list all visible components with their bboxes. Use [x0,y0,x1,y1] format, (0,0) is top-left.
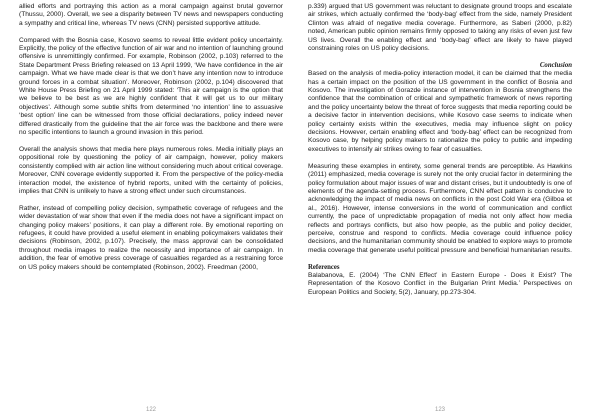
paragraph: Based on the analysis of media-policy interaction model, it can be claimed that the media has a certain impact on the position of the US government in the conflict of Bosnia and Kosovo. The investigation of Gorazde instance of intervention in Bosnia strengthens the confidence that the combination of critical and sympathetic framework of news reporting and the policy uncertainty below the threat of force suggests that media reporting could be a decisive factor in intervention decisions, while Kosovo case seems to indicate when policy certainty exists within the executives, media may influence slight on policy decisions. However, certain enabling effect and ‘body-bag’ effect can be recognized from Kosovo case, by helping policy makers to rationalize the policy to public and impeding executives to intensify air strikes owing to fear of casualties. [308,70,572,153]
paragraph: Compared with the Bosnia case, Kosovo seems to reveal little evident policy uncertainty. Explicitly, the policy of the effective function of air war and no intention of launching ground offensive is unremittingly confirmed. For example, Robinson (2002, p.103) referred to the State Department Press Briefing released on 13 April 1999, ‘We have confidence in the air campaign. What we have made clear is that we don’t have any intention now to introduce ground forces in a combat situation’. Moreover, Robinson (2002, p.104) discovered that White House Press Briefing on 21 April 1999 stated: ‘This air campaign is the option that we believe to be best as we are highly confident that it will get us to our military objectives’. Although some subtle shifts from determined ‘no intention’ line to assuasive ‘best option’ line can be witnessed from those official declarations, policy indeed never differed drastically from the guideline that the air force was the backbone and there were no specific intentions to launch a ground invasion in this period. [19,36,283,137]
page-number-left: 122 [145,407,156,413]
right-page-column [308,3,572,405]
paragraph: Rather, instead of compelling policy decision, sympathetic coverage of refugees and the wider devastation of war show that even if the media does not have a significant impact on changing policy makers’ positions, it can play a different role. By emotional reporting on refugees, it could have provided a useful element in enabling policymakers validates their decisions (Robinson, 2002, p.107). Precisely, the mass approval can be consolidated throughout media images to realize the necessity and importance of air campaign. In addition, the fear of emotive press coverage of casualties regarded as a restraining force on US policy makers should be contemplated (Robinson, 2002). Freedman (2000, [19,204,283,271]
paragraph: Measuring these examples in entirety, some general trends are perceptible. As Hawkins (2011) emphasized, media coverage is surely not the only crucial factor in determining the policy formulation about major issues of war and distant crises, but it undoubtedly is one of elements of the agenda-setting process. Furthermore, CNN effect pattern is conducive to acknowledging the impact of media news on conflicts in the post Cold War era (Gilboa et al., 2016). However, intense conversions in the world of communication and conflict currently, the pace of unpredictable propagation of media not only affect how media reflects and portrays conflicts, but also how people, as the public and policy decider, perceive, construe and respond to conflicts. Media coverage could influence policy decisions, and the humanitarian community should be enabled to explore ways to promote media coverage that generate useful political pressure and beneficial humanitarian results. [308,162,572,254]
references-heading: References [308,263,340,271]
paragraph: Overall the analysis shows that media here plays numerous roles. Media initially plays an oppositional role by questioning the policy of air campaign, however, policy makers consistently complied with air action line without considering much about critical coverage. Moreover, CNN coverage evidently supported it. From the perspective of the policy-media interaction model, the existence of hybrid reports, united with the certainty of policies, implies that CNN is unlikely to have a strong effect under such circumstances. [19,145,283,195]
page-number-right: 123 [434,407,445,413]
reference-entry: Balabanova, E. (2004) ‘The CNN Effect’ in Eastern Europe - Does it Exist? The Representation of the Kosovo Conflict in the Bulgarian Print Media.’ Perspectives on European Politics and Society, 5(2), January, pp.273-304. [308,271,572,296]
paragraph: allied efforts and portraying this action as a moral campaign against brutal governor (Thussu, 2000). Overall, we see a disparity between TV news and newspapers conducting a sympathy and critical line, whereas TV news (CNN) persisted supportive attitude. [19,3,283,27]
conclusion-heading: Conclusion [539,61,572,69]
paragraph: p.339) argued that US government was reluctant to designate ground troops and escalate air strikes, which actually confirmed the ‘body-bag’ effect from the side, namely President Clinton was afraid of negative media coverage. Furthermore, as Saberi (2000, p.82) noted, American public opinion remains firmly opposed to taking any risks of even just few US lives. Overall the enabling effect and ‘body-bag’ effect are likely to have played constraining roles on US policy decisions. [308,3,572,53]
left-page-column [19,3,283,405]
